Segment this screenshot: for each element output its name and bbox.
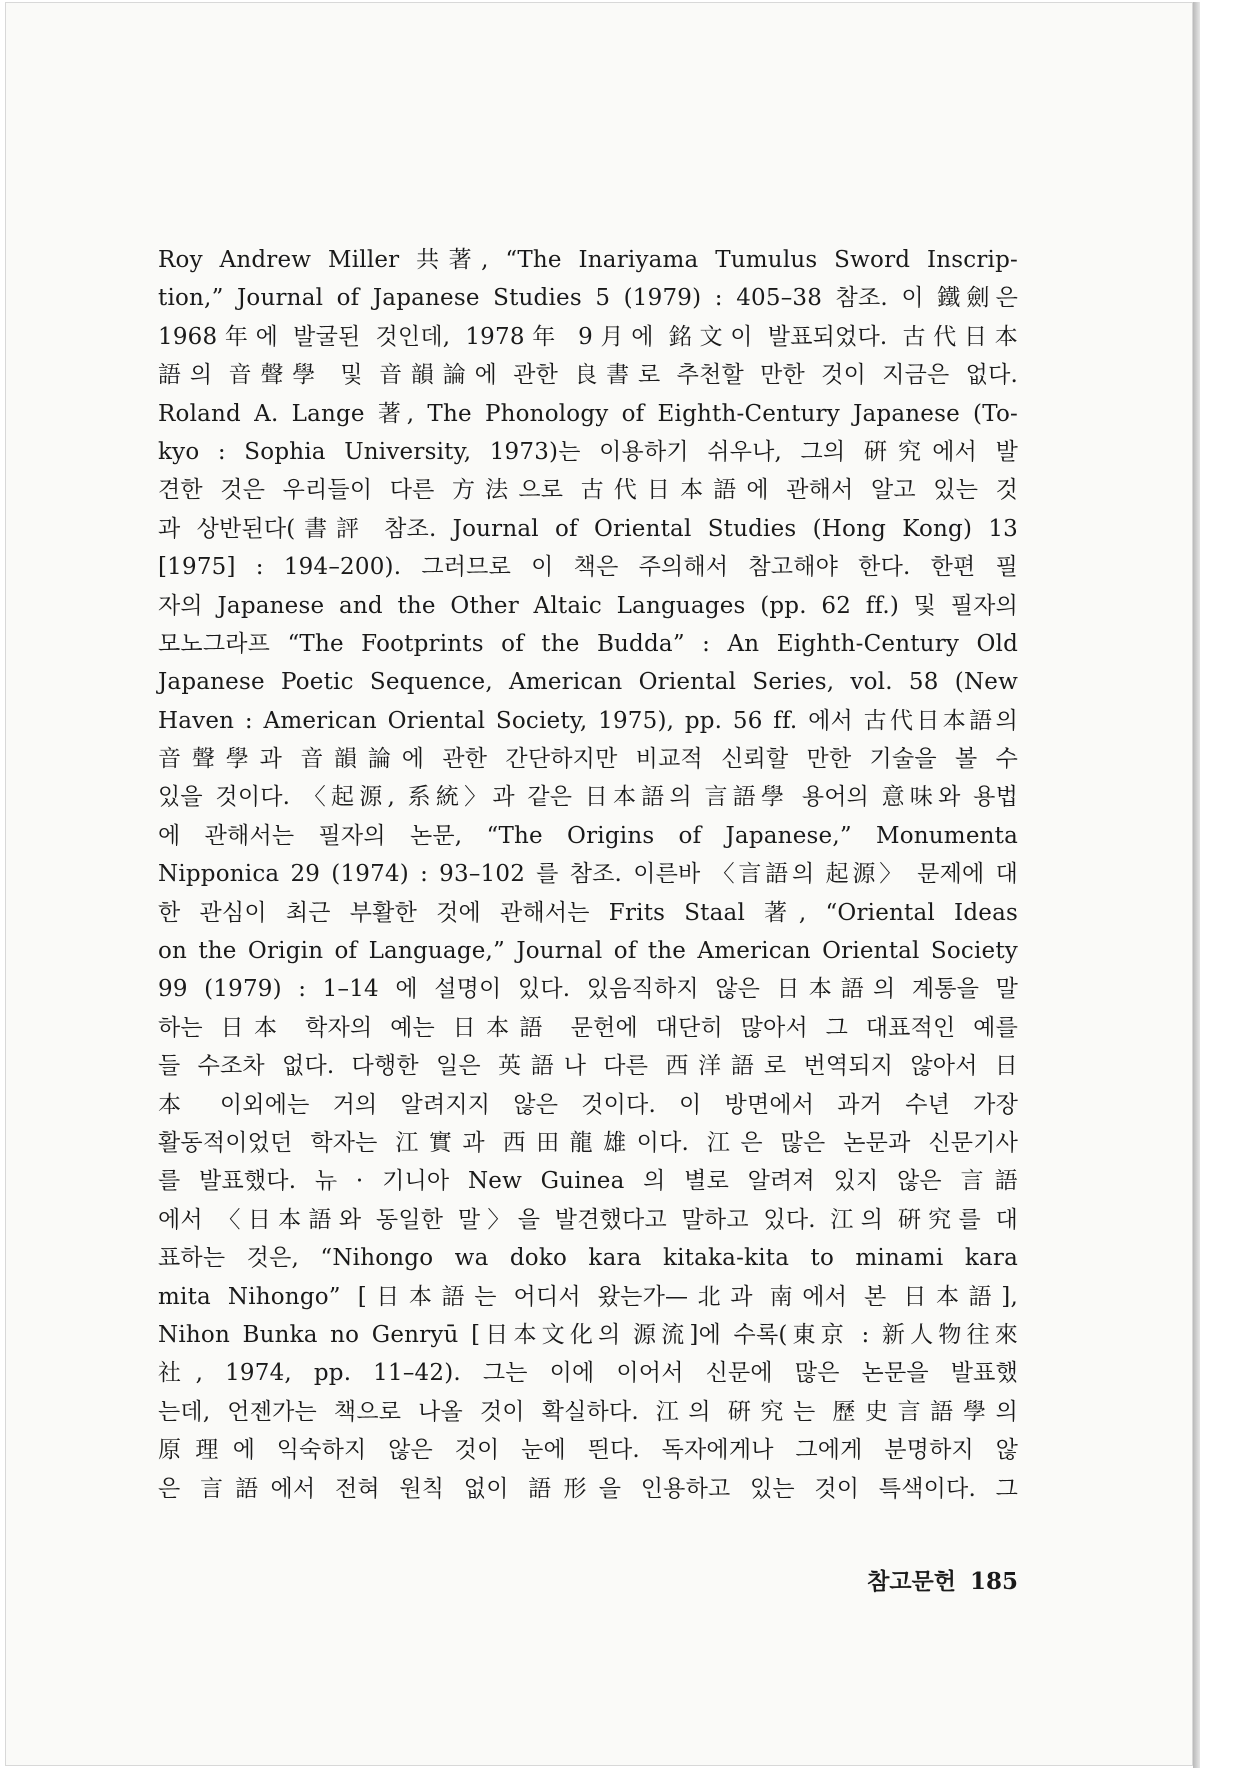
text-line: 99 (1979) : 1–14 에 설명이 있다. 있음직하지 않은 日本語의 계통을 말	[158, 976, 1018, 1003]
text-line: Japanese Poetic Sequence, American Oriental Series, vol. 58 (New	[158, 669, 1018, 696]
text-line: kyo : Sophia University, 1973)는 이용하기 쉬우나, 그의 硏究에서 발	[158, 438, 1018, 465]
text-line: on the Origin of Language,” Journal of the American Oriental Society	[158, 938, 1018, 965]
text-line: tion,” Journal of Japanese Studies 5 (1979) : 405–38 참조. 이 鐵劍은	[158, 285, 1018, 312]
page-number: 185	[969, 1568, 1018, 1595]
book-page	[5, 2, 1193, 1766]
text-line: 한 관심이 최근 부활한 것에 관해서는 Frits Staal 著, “Oriental Ideas	[158, 899, 1018, 926]
text-line: 本 이외에는 거의 알려지지 않은 것이다. 이 방면에서 과거 수년 가장	[158, 1091, 1018, 1118]
text-line: Nipponica 29 (1974) : 93–102 를 참조. 이른바 〈言語의 起源〉 문제에 대	[158, 861, 1018, 888]
text-line: 은 言語에서 전혀 원칙 없이 語形을 인용하고 있는 것이 특색이다. 그	[158, 1475, 1018, 1502]
text-line: Haven : American Oriental Society, 1975), pp. 56 ff. 에서 古代日本語의	[158, 707, 1018, 734]
text-line: 를 발표했다. 뉴 · 기니아 New Guinea 의 별로 알려져 있지 않은 言語	[158, 1168, 1018, 1195]
footer-section-title: 참고문헌	[867, 1568, 956, 1595]
text-line: 활동적이었던 학자는 江實과 西田龍雄이다. 江은 많은 논문과 신문기사	[158, 1129, 1018, 1156]
text-line: mita Nihongo” [日本語는 어디서 왔는가—北과 南에서 본 日本語],	[158, 1283, 1018, 1310]
text-line: 音聲學과 音韻論에 관한 간단하지만 비교적 신뢰할 만한 기술을 볼 수	[158, 746, 1018, 773]
text-line: 는데, 언젠가는 책으로 나올 것이 확실하다. 江의 硏究는 歷史言語學의	[158, 1398, 1018, 1425]
text-line: Roland A. Lange 著, The Phonology of Eighth-Century Japanese (To-	[158, 400, 1018, 427]
text-line: 하는 日本 학자의 예는 日本語 문헌에 대단히 많아서 그 대표적인 예를	[158, 1014, 1018, 1041]
page-footer	[826, 1563, 1018, 1596]
text-line: 과 상반된다(書評 참조. Journal of Oriental Studies (Hong Kong) 13	[158, 515, 1018, 542]
text-line: 1968年에 발굴된 것인데, 1978年 9月에 銘文이 발표되었다. 古代日本	[158, 323, 1018, 350]
text-line: 있을 것이다. 〈起源, 系統〉과 같은 日本語의 言語學 용어의 意味와 용법	[158, 784, 1018, 811]
text-line: 표하는 것은, “Nihongo wa doko kara kitaka-kita to minami kara	[158, 1245, 1018, 1272]
text-line: 社, 1974, pp. 11–42). 그는 이에 이어서 신문에 많은 논문을 발표했	[158, 1360, 1018, 1387]
text-line: 語의 音聲學 및 音韻論에 관한 良書로 추천할 만한 것이 지금은 없다.	[158, 362, 1018, 389]
text-line: 에서 〈日本語와 동일한 말〉을 발견했다고 말하고 있다. 江의 硏究를 대	[158, 1206, 1018, 1233]
text-line: 에 관해서는 필자의 논문, “The Origins of Japanese,” Monumenta	[158, 822, 1018, 849]
text-line: Nihon Bunka no Genryū [日本文化의 源流]에 수록(東京 : 新人物往來	[158, 1321, 1018, 1348]
body-text	[158, 241, 1018, 1508]
text-line: 견한 것은 우리들이 다른 方法으로 古代日本語에 관해서 알고 있는 것	[158, 477, 1018, 504]
text-line: 들 수조차 없다. 다행한 일은 英語나 다른 西洋語로 번역되지 않아서 日	[158, 1053, 1018, 1080]
text-line: [1975] : 194–200). 그러므로 이 책은 주의해서 참고해야 한다. 한편 필	[158, 554, 1018, 581]
text-line: 모노그라프 “The Footprints of the Budda” : An Eighth-Century Old	[158, 630, 1018, 657]
text-line: 原理에 익숙하지 않은 것이 눈에 띈다. 독자에게나 그에게 분명하지 않	[158, 1437, 1018, 1464]
text-line: 자의 Japanese and the Other Altaic Languages (pp. 62 ff.) 및 필자의	[158, 592, 1018, 619]
page-edge-shadow	[1193, 2, 1200, 1768]
text-line: Roy Andrew Miller 共著, “The Inariyama Tumulus Sword Inscrip-	[158, 247, 1018, 273]
